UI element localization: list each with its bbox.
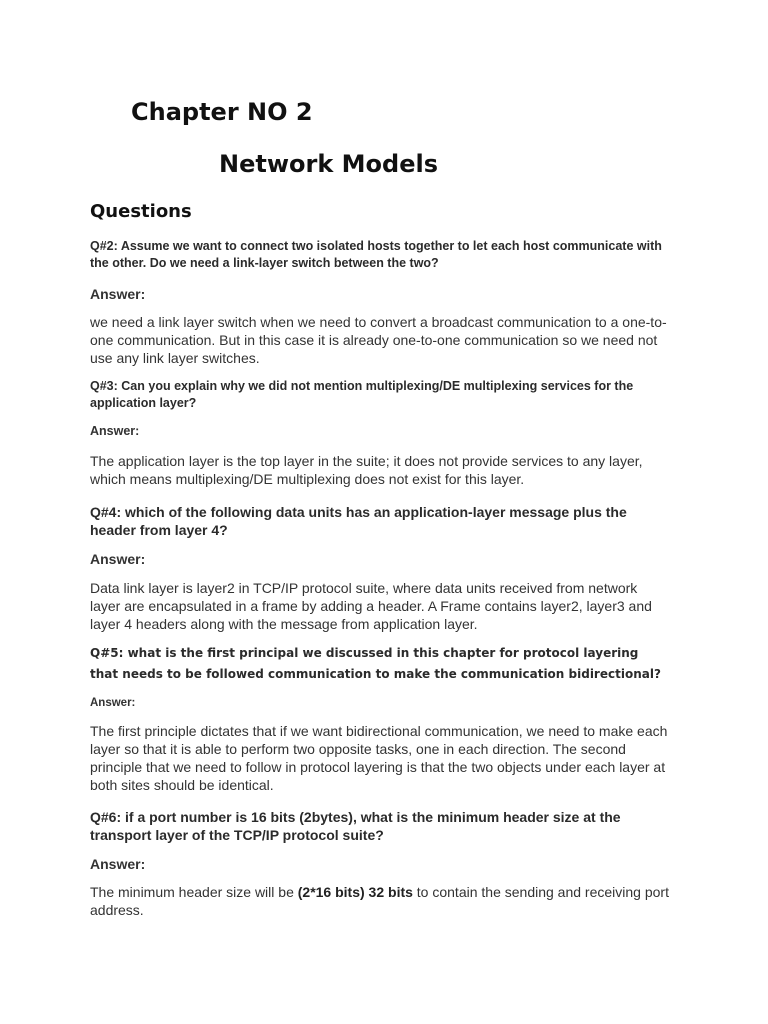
answer-5-label: Answer: bbox=[90, 697, 136, 709]
question-4-prefix: Q#4: bbox=[90, 504, 122, 520]
answer-2-label: Answer: bbox=[90, 286, 146, 302]
question-2-text: Assume we want to connect two isolated hosts together to let each host communicate with the other. Do we need a link-layer switch between the two? bbox=[90, 239, 662, 270]
answer-3-label: Answer: bbox=[90, 424, 140, 438]
question-3-prefix: Q#3: bbox=[90, 379, 118, 393]
qa-list bbox=[90, 238, 670, 919]
answer-4-label: Answer: bbox=[90, 551, 146, 567]
question-5-text: what is the first principal we discussed in this chapter for protocol layering that needs to be followed communication to make the communication bidirectional? bbox=[90, 646, 661, 681]
question-3-text: Can you explain why we did not mention multiplexing/DE multiplexing services for the application layer? bbox=[90, 379, 634, 410]
answer-6-label: Answer: bbox=[90, 856, 146, 872]
answer-2: we need a link layer switch when we need to convert a broadcast communication to a one-to-one communication. But in this case it is already one-to-one communication so we need not use any link layer switches. bbox=[90, 314, 667, 366]
answer-6-bold: (2*16 bits) 32 bits bbox=[297, 884, 413, 900]
answer-3: The application layer is the top layer in the suite; it does not provide services to any layer, which means multiplexing/DE multiplexing does not exist for this layer. bbox=[90, 453, 643, 487]
question-2 bbox=[90, 238, 670, 272]
answer-5: The first principle dictates that if we want bidirectional communication, we need to make each layer so that it is able to perform two opposite tasks, one in each direction. The second principle that we need to follow in protocol layering is that the two objects under each layer at both sites should be identical. bbox=[90, 723, 668, 793]
chapter-heading: Chapter NO 2 bbox=[131, 98, 313, 126]
question-3 bbox=[90, 378, 670, 412]
answer-4: Data link layer is layer2 in TCP/IP protocol suite, where data units received from network layer are encapsulated in a frame by adding a header. A Frame contains layer2, layer3 and layer 4 headers along with the message from application layer. bbox=[90, 580, 652, 632]
question-6-prefix: Q#6: bbox=[90, 809, 122, 825]
answer-6 bbox=[90, 883, 670, 919]
question-4-text: which of the following data units has an application-layer message plus the header from layer 4? bbox=[90, 504, 627, 538]
answer-6-pre: The minimum header size will be bbox=[90, 884, 298, 900]
question-2-prefix: Q#2: bbox=[90, 239, 118, 253]
question-6-text: if a port number is 16 bits (2bytes), what is the minimum header size at the transport layer of the TCP/IP protocol suite? bbox=[90, 809, 621, 843]
page-title: Network Models bbox=[219, 150, 438, 178]
question-5 bbox=[90, 643, 670, 685]
answer-6-post: to contain the sending and receiving port address. bbox=[90, 884, 669, 918]
question-4 bbox=[90, 503, 670, 539]
section-heading: Questions bbox=[90, 201, 192, 222]
question-5-prefix: Q#5: bbox=[90, 646, 124, 660]
question-6 bbox=[90, 808, 670, 844]
